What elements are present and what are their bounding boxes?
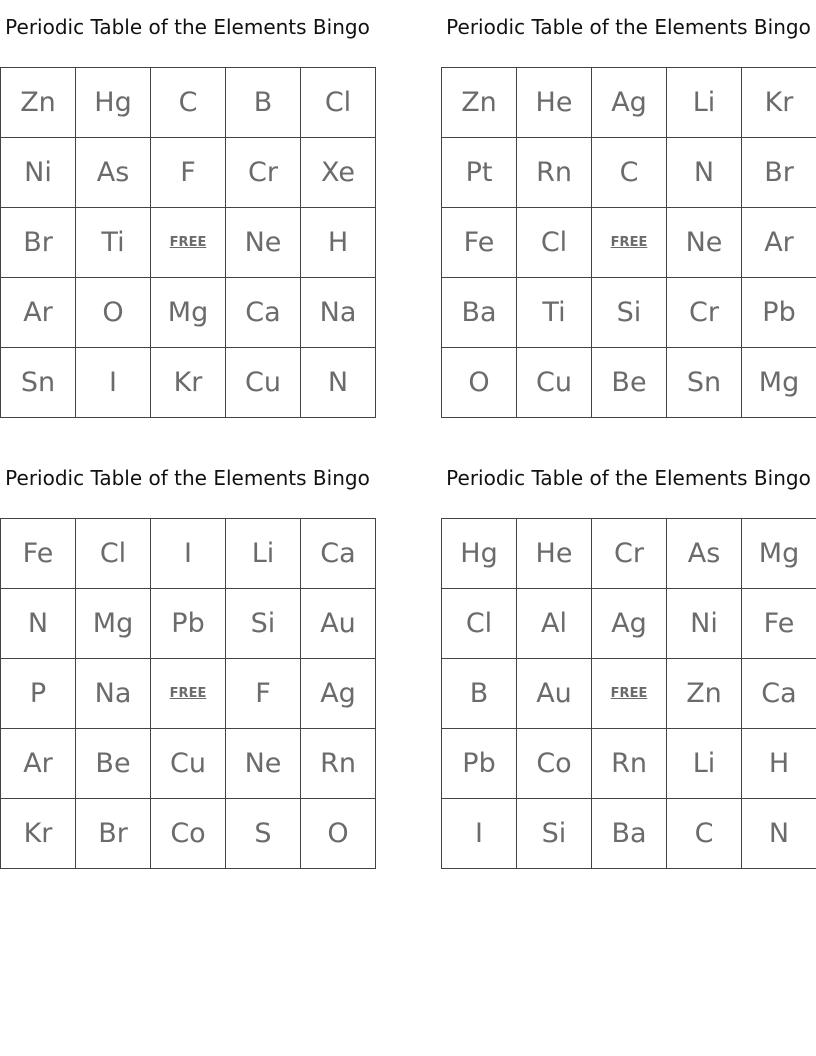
grid-cell: Au (301, 589, 376, 659)
grid-cell: I (76, 348, 151, 418)
grid-cell: N (667, 138, 742, 208)
grid-cell: Cr (592, 519, 667, 589)
grid-cell: Li (226, 519, 301, 589)
grid-cell: Hg (442, 519, 517, 589)
free-space-cell: FREE (592, 208, 667, 278)
grid-cell: H (742, 729, 816, 799)
grid-cell: B (442, 659, 517, 729)
grid-cell: Pb (742, 278, 816, 348)
grid-cell: Cu (226, 348, 301, 418)
grid-cell: Pb (442, 729, 517, 799)
free-space-cell: FREE (592, 659, 667, 729)
grid-cell: Ar (742, 208, 816, 278)
grid-cell: He (517, 68, 592, 138)
grid-row (1, 208, 376, 278)
grid-cell: Kr (742, 68, 816, 138)
grid-cell: Na (76, 659, 151, 729)
grid-cell: Cr (667, 278, 742, 348)
grid-cell: Ag (592, 68, 667, 138)
grid-cell: Cl (442, 589, 517, 659)
grid-cell: Ca (226, 278, 301, 348)
grid-cell: Ca (742, 659, 816, 729)
grid-cell: Fe (742, 589, 816, 659)
grid-row (442, 68, 816, 138)
grid-cell: Ne (226, 208, 301, 278)
grid-cell: Kr (151, 348, 226, 418)
grid-row (442, 138, 816, 208)
grid-cell: C (151, 68, 226, 138)
grid-cell: H (301, 208, 376, 278)
grid-cell: Pt (442, 138, 517, 208)
grid-row (442, 589, 816, 659)
grid-row (442, 799, 816, 869)
grid-cell: Fe (1, 519, 76, 589)
grid-row (1, 278, 376, 348)
grid-cell: Ni (1, 138, 76, 208)
bingo-grid (441, 518, 816, 869)
grid-cell: C (592, 138, 667, 208)
grid-row (1, 659, 376, 729)
card-title: Periodic Table of the Elements Bingo (446, 15, 811, 39)
grid-cell: Br (1, 208, 76, 278)
grid-cell: Cr (226, 138, 301, 208)
grid-cell: Cl (517, 208, 592, 278)
grid-cell: Li (667, 729, 742, 799)
grid-cell: S (226, 799, 301, 869)
grid-cell: P (1, 659, 76, 729)
grid-cell: Sn (667, 348, 742, 418)
grid-cell: Hg (76, 68, 151, 138)
grid-cell: Sn (1, 348, 76, 418)
grid-cell: I (442, 799, 517, 869)
grid-cell: Rn (301, 729, 376, 799)
grid-cell: F (226, 659, 301, 729)
grid-cell: Be (76, 729, 151, 799)
grid-cell: Ne (667, 208, 742, 278)
grid-cell: O (76, 278, 151, 348)
grid-cell: Cl (76, 519, 151, 589)
grid-cell: Ag (592, 589, 667, 659)
grid-cell: As (76, 138, 151, 208)
grid-cell: Co (151, 799, 226, 869)
grid-row (1, 68, 376, 138)
card-title: Periodic Table of the Elements Bingo (5, 15, 370, 39)
grid-cell: Kr (1, 799, 76, 869)
grid-cell: Mg (151, 278, 226, 348)
grid-cell: Ca (301, 519, 376, 589)
grid-row (1, 799, 376, 869)
grid-cell: Xe (301, 138, 376, 208)
grid-cell: Mg (742, 348, 816, 418)
grid-cell: Ti (517, 278, 592, 348)
grid-cell: Br (76, 799, 151, 869)
bingo-grid (441, 67, 816, 418)
grid-row (1, 589, 376, 659)
grid-cell: Fe (442, 208, 517, 278)
bingo-grid (0, 518, 376, 869)
grid-row (1, 138, 376, 208)
grid-cell: O (301, 799, 376, 869)
grid-row (442, 348, 816, 418)
grid-cell: Ti (76, 208, 151, 278)
grid-row (1, 729, 376, 799)
grid-cell: Ag (301, 659, 376, 729)
grid-cell: O (442, 348, 517, 418)
grid-cell: Al (517, 589, 592, 659)
grid-cell: Ba (592, 799, 667, 869)
grid-row (442, 208, 816, 278)
grid-cell: Rn (592, 729, 667, 799)
grid-row (1, 348, 376, 418)
grid-cell: Pb (151, 589, 226, 659)
grid-cell: Ar (1, 278, 76, 348)
grid-cell: Si (226, 589, 301, 659)
grid-cell: N (742, 799, 816, 869)
grid-row (1, 519, 376, 589)
grid-cell: He (517, 519, 592, 589)
grid-row (442, 278, 816, 348)
grid-cell: Br (742, 138, 816, 208)
grid-cell: N (301, 348, 376, 418)
grid-cell: Ni (667, 589, 742, 659)
bingo-grid (0, 67, 376, 418)
grid-cell: Cl (301, 68, 376, 138)
grid-cell: Zn (667, 659, 742, 729)
grid-cell: Li (667, 68, 742, 138)
free-space-cell: FREE (151, 208, 226, 278)
card-title: Periodic Table of the Elements Bingo (5, 466, 370, 490)
grid-cell: Mg (742, 519, 816, 589)
grid-cell: Ba (442, 278, 517, 348)
grid-cell: Zn (1, 68, 76, 138)
grid-cell: C (667, 799, 742, 869)
grid-cell: Ar (1, 729, 76, 799)
grid-cell: Si (517, 799, 592, 869)
grid-cell: Na (301, 278, 376, 348)
grid-cell: F (151, 138, 226, 208)
grid-row (442, 729, 816, 799)
card-title: Periodic Table of the Elements Bingo (446, 466, 811, 490)
grid-cell: Cu (517, 348, 592, 418)
free-space-cell: FREE (151, 659, 226, 729)
grid-cell: Zn (442, 68, 517, 138)
grid-cell: N (1, 589, 76, 659)
grid-cell: Co (517, 729, 592, 799)
grid-cell: Au (517, 659, 592, 729)
grid-cell: Be (592, 348, 667, 418)
grid-cell: Ne (226, 729, 301, 799)
grid-cell: Rn (517, 138, 592, 208)
grid-cell: B (226, 68, 301, 138)
grid-cell: Cu (151, 729, 226, 799)
grid-cell: As (667, 519, 742, 589)
grid-cell: I (151, 519, 226, 589)
grid-row (442, 659, 816, 729)
grid-row (442, 519, 816, 589)
grid-cell: Si (592, 278, 667, 348)
grid-cell: Mg (76, 589, 151, 659)
